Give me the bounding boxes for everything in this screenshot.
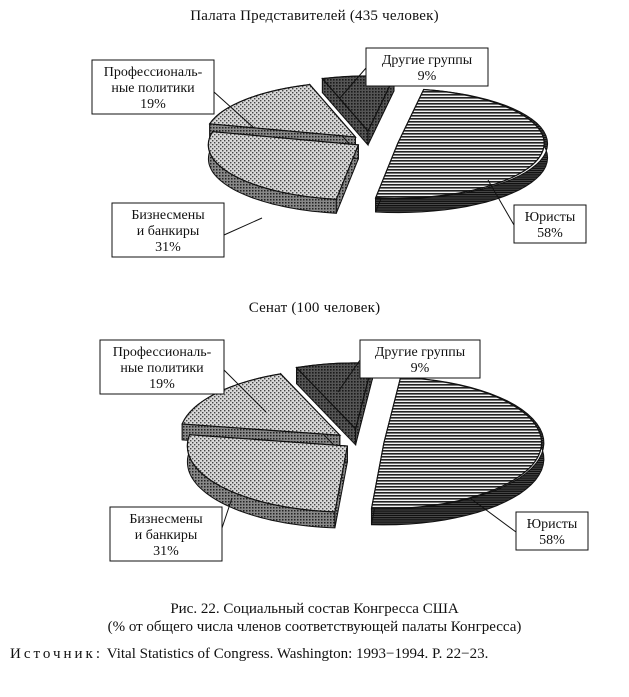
label-text-politicians-2: 19% [140, 97, 166, 112]
label-text-other-0: Другие группы [374, 345, 466, 360]
label-text-politicians-2: 19% [149, 377, 175, 392]
label-text-business-0: Бизнесмены [131, 208, 205, 223]
label-text-business-0: Бизнесмены [129, 512, 203, 527]
label-text-business-2: 31% [153, 544, 179, 559]
figure-caption-subtitle: (% от общего числа членов соответствующей палаты Конгресса) [107, 619, 522, 635]
senate-pie-chart [0, 330, 629, 600]
pie-slice-business [208, 132, 358, 214]
slice-label-business [110, 498, 232, 561]
pie-slice-lawyers [371, 377, 543, 525]
label-text-lawyers-1: 58% [539, 533, 565, 548]
label-text-politicians-1: ные политики [120, 361, 204, 376]
house-chart-title: Палата Представителей (435 человек) [190, 8, 439, 24]
label-text-politicians-0: Профессиональ- [103, 65, 203, 80]
label-text-lawyers-0: Юристы [526, 517, 578, 532]
label-text-other-1: 9% [417, 69, 437, 84]
house-pie-chart [0, 40, 629, 290]
label-text-lawyers-0: Юристы [524, 210, 576, 225]
source-text: Vital Statistics of Congress. Washington: 1993−1994. P. 22−23. [103, 646, 489, 662]
label-text-business-1: и банкиры [136, 224, 200, 239]
label-text-business-2: 31% [155, 240, 181, 255]
senate-chart-title: Сенат (100 человек) [248, 300, 381, 316]
label-text-other-1: 9% [410, 361, 430, 376]
slice-label-business [112, 203, 262, 257]
source-label: Источник: [10, 646, 104, 662]
label-text-lawyers-1: 58% [537, 226, 563, 241]
pie-slice-business-top [187, 435, 347, 512]
label-text-politicians-0: Профессиональ- [112, 345, 212, 360]
label-text-politicians-1: ные политики [111, 81, 195, 96]
pie-slice-lawyers [376, 89, 548, 212]
label-text-other-0: Другие группы [381, 53, 473, 68]
source-note [10, 645, 625, 663]
figure-caption: Рис. 22. Социальный состав Конгресса США [170, 601, 459, 617]
label-text-business-1: и банкиры [134, 528, 198, 543]
leader-line-business [224, 218, 262, 235]
